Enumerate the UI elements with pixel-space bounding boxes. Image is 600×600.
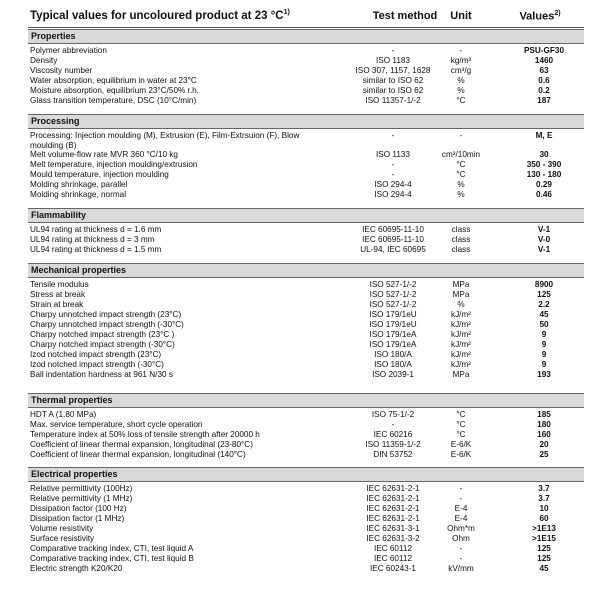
property-name: Water absorption, equilibrium in water at 23°C xyxy=(30,76,197,85)
property-name: Comparative tracking index, CTI, test liquid B xyxy=(30,554,194,563)
test-method: ISO 11357-1/-2 xyxy=(365,96,421,105)
table-row xyxy=(28,350,584,360)
property-name: Stress at break xyxy=(30,290,86,299)
unit: E-6/K xyxy=(450,440,472,449)
test-method: IEC 60112 xyxy=(373,544,413,553)
property-name: UL94 rating at thickness d = 1.5 mm xyxy=(30,245,162,254)
value: 1460 xyxy=(534,56,554,65)
table-row xyxy=(28,225,584,235)
unit: - xyxy=(459,494,463,503)
unit: - xyxy=(459,131,463,140)
unit: °C xyxy=(456,170,466,179)
value: 60 xyxy=(539,514,549,523)
unit: kg/m³ xyxy=(450,56,472,65)
test-method: - xyxy=(391,420,395,429)
table-row xyxy=(28,290,584,300)
property-name: Izod notched impact strength (-30°C) xyxy=(30,360,164,369)
table-row xyxy=(28,420,584,430)
table-row xyxy=(28,170,584,180)
table-row xyxy=(28,310,584,320)
table-header xyxy=(0,6,600,28)
property-name: Charpy notched impact strength (23°C ) xyxy=(30,330,175,339)
table-row xyxy=(28,180,584,190)
table-row xyxy=(28,320,584,330)
unit: % xyxy=(457,190,465,199)
value: 125 xyxy=(537,544,551,553)
table-row xyxy=(28,554,584,564)
table-row xyxy=(28,410,584,420)
property-name: Relative permittivity (100Hz) xyxy=(30,484,133,493)
section-heading: Thermal properties xyxy=(28,393,584,408)
table-row xyxy=(28,46,584,56)
header-divider xyxy=(28,27,584,28)
table-row xyxy=(28,66,584,76)
unit: °C xyxy=(456,420,466,429)
value: 125 xyxy=(537,290,551,299)
table-row xyxy=(28,150,584,160)
test-method: - xyxy=(391,131,395,140)
test-method: UL-94, IEC 60695 xyxy=(360,245,426,254)
unit: kJ/m² xyxy=(450,320,471,329)
value: 0.2 xyxy=(538,86,550,95)
table-row xyxy=(28,564,584,574)
header-test-method: Test method xyxy=(372,10,438,22)
value: 3.7 xyxy=(538,494,550,503)
header-values-text: Values xyxy=(519,10,555,23)
unit: class xyxy=(451,235,471,244)
table-row xyxy=(28,370,584,380)
header-property xyxy=(30,9,290,22)
unit: kJ/m² xyxy=(450,310,471,319)
unit: MPa xyxy=(452,280,470,289)
section-thermal-properties xyxy=(28,393,584,460)
test-method: ISO 179/1eU xyxy=(369,310,417,319)
property-name: Mould temperature, injection moulding xyxy=(30,170,169,179)
test-method: IEC 62631-2-1 xyxy=(366,484,420,493)
property-name: Volume resistivity xyxy=(30,524,94,533)
section-properties xyxy=(28,29,584,106)
unit: °C xyxy=(456,430,466,439)
property-name: Tensile modulus xyxy=(30,280,89,289)
value: M, E xyxy=(535,131,553,140)
unit: cm³/10min xyxy=(441,150,481,159)
test-method: IEC 60243-1 xyxy=(370,564,416,573)
value: V-1 xyxy=(537,225,551,234)
property-name: HDT A (1.80 MPa) xyxy=(30,410,97,419)
unit: - xyxy=(459,46,463,55)
property-name: UL94 rating at thickness d = 3 mm xyxy=(30,235,155,244)
unit: kJ/m² xyxy=(450,350,471,359)
property-name: Molding shrinkage, parallel xyxy=(30,180,128,189)
unit: % xyxy=(457,180,465,189)
unit: % xyxy=(457,76,465,85)
table-row xyxy=(28,360,584,370)
test-method: IEC 60216 xyxy=(373,430,413,439)
section-rows xyxy=(28,484,584,574)
section-rows xyxy=(28,280,584,380)
value: 0.6 xyxy=(538,76,550,85)
test-method: ISO 294-4 xyxy=(374,180,412,189)
value: 45 xyxy=(539,564,549,573)
value: 20 xyxy=(539,440,549,449)
table-row xyxy=(28,190,584,200)
property-name: Comparative tracking index, CTI, test liquid A xyxy=(30,544,194,553)
table-row xyxy=(28,524,584,534)
section-rows xyxy=(28,225,584,255)
table-row xyxy=(28,440,584,450)
value: 9 xyxy=(541,340,547,349)
value: 0.46 xyxy=(536,190,552,199)
property-name: Moisture absorption, equilibrium 23°C/50% r.h. xyxy=(30,86,199,95)
header-values xyxy=(500,10,580,23)
table-row xyxy=(28,330,584,340)
test-method: ISO 527-1/-2 xyxy=(369,280,417,289)
test-method: - xyxy=(391,170,395,179)
property-name: Coefficient of linear thermal expansion, longitudinal (140°C) xyxy=(30,450,246,459)
unit: - xyxy=(459,554,463,563)
test-method: IEC 62631-2-1 xyxy=(366,494,420,503)
test-method: ISO 2039-1 xyxy=(372,370,414,379)
header-unit: Unit xyxy=(450,10,472,22)
value: V-1 xyxy=(537,245,551,254)
test-method: ISO 527-1/-2 xyxy=(369,300,417,309)
table-row xyxy=(28,160,584,170)
test-method: IEC 62631-2-1 xyxy=(366,504,420,513)
table-row xyxy=(28,534,584,544)
section-processing xyxy=(28,114,584,200)
property-name: Polymer abbreviation xyxy=(30,46,107,55)
value: 160 xyxy=(537,430,551,439)
value: 9 xyxy=(541,350,547,359)
value: V-0 xyxy=(537,235,551,244)
property-name: Glass transition temperature, DSC (10°C/min) xyxy=(30,96,197,105)
test-method: IEC 60695-11-10 xyxy=(362,235,424,244)
test-method: similar to ISO 62 xyxy=(362,86,424,95)
property-name: Coefficient of linear thermal expansion, longitudinal (23-80°C) xyxy=(30,440,253,449)
unit: °C xyxy=(456,96,466,105)
property-name: Max. service temperature, short cycle operation xyxy=(30,420,203,429)
unit: E-4 xyxy=(454,504,468,513)
value: 9 xyxy=(541,360,547,369)
property-name: Izod notched impact strength (23°C) xyxy=(30,350,162,359)
property-name: Viscosity number xyxy=(30,66,93,75)
property-name: Surface resistivity xyxy=(30,534,95,543)
table-row xyxy=(28,96,584,106)
section-heading: Mechanical properties xyxy=(28,263,584,278)
value: 25 xyxy=(539,450,549,459)
test-method: IEC 62631-2-1 xyxy=(366,514,420,523)
section-flammability xyxy=(28,208,584,255)
value: 130 - 180 xyxy=(526,170,562,179)
test-method: ISO 294-4 xyxy=(374,190,412,199)
unit: Ohm xyxy=(452,534,470,543)
unit: MPa xyxy=(452,290,470,299)
value: 9 xyxy=(541,330,547,339)
value: 2.2 xyxy=(538,300,550,309)
property-name: Dissipation factor (1 MHz) xyxy=(30,514,125,523)
table-row xyxy=(28,300,584,310)
test-method: ISO 1133 xyxy=(376,150,410,159)
test-method: IEC 62631-3-2 xyxy=(366,534,420,543)
property-name: Relative permittivity (1 MHz) xyxy=(30,494,133,503)
test-method: DIN 53752 xyxy=(373,450,413,459)
test-method: similar to ISO 62 xyxy=(362,76,424,85)
unit: kJ/m² xyxy=(450,340,471,349)
property-name: Dissipation factor (100 Hz) xyxy=(30,504,127,513)
unit: °C xyxy=(456,160,466,169)
unit: % xyxy=(457,300,465,309)
header-property-text: Typical values for uncoloured product at 23 °C xyxy=(30,9,284,22)
test-method: ISO 179/1eU xyxy=(369,320,417,329)
table-row xyxy=(28,245,584,255)
test-method: ISO 11359-1/-2 xyxy=(365,440,421,449)
value: 50 xyxy=(539,320,549,329)
test-method: ISO 75-1/-2 xyxy=(371,410,415,419)
test-method: IEC 60695-11-10 xyxy=(362,225,424,234)
value: 180 xyxy=(537,420,551,429)
unit: class xyxy=(451,225,471,234)
table-row xyxy=(28,484,584,494)
value: 10 xyxy=(539,504,549,513)
value: >1E15 xyxy=(532,534,556,543)
property-name: Melt temperature, injection moulding/extrusion xyxy=(30,160,198,169)
value: 193 xyxy=(537,370,551,379)
test-method: ISO 180/A xyxy=(374,360,412,369)
table-row xyxy=(28,56,584,66)
value: 185 xyxy=(537,410,551,419)
section-heading: Processing xyxy=(28,114,584,129)
section-rows xyxy=(28,410,584,460)
value: 3.7 xyxy=(538,484,550,493)
table-row xyxy=(28,340,584,350)
value: PSU-GF30 xyxy=(523,46,565,55)
value: 8900 xyxy=(534,280,554,289)
test-method: ISO 1183 xyxy=(376,56,410,65)
unit: E-6/K xyxy=(450,450,472,459)
table-row xyxy=(28,280,584,290)
section-heading: Electrical properties xyxy=(28,467,584,482)
table-row xyxy=(28,450,584,460)
unit: % xyxy=(457,86,465,95)
test-method: ISO 307, 1157, 1628 xyxy=(355,66,431,75)
value: 30 xyxy=(539,150,549,159)
unit: kJ/m² xyxy=(450,330,471,339)
value: 187 xyxy=(537,96,551,105)
property-name: Electric strength K20/K20 xyxy=(30,564,123,573)
property-name: Charpy notched impact strength (-30°C) xyxy=(30,340,175,349)
test-method: ISO 527-1/-2 xyxy=(369,290,417,299)
unit: kJ/m² xyxy=(450,360,471,369)
test-method: - xyxy=(391,160,395,169)
section-electrical-properties xyxy=(28,467,584,574)
property-name: Melt volume-flow rate MVR 360 °C/10 kg xyxy=(30,150,178,159)
table-row xyxy=(28,86,584,96)
table-row xyxy=(28,76,584,86)
value: 0.29 xyxy=(536,180,552,189)
test-method: ISO 179/1eA xyxy=(369,340,417,349)
test-method: - xyxy=(391,46,395,55)
section-mechanical-properties xyxy=(28,263,584,380)
test-method: ISO 179/1eA xyxy=(369,330,417,339)
table-row xyxy=(28,514,584,524)
property-name: UL94 rating at thickness d = 1.6 mm xyxy=(30,225,162,234)
section-rows xyxy=(28,46,584,106)
section-heading: Flammability xyxy=(28,208,584,223)
table-row xyxy=(28,235,584,245)
property-name: Molding shrinkage, normal xyxy=(30,190,127,199)
table-row xyxy=(28,544,584,554)
header-property-footnote: 1) xyxy=(283,9,290,16)
unit: cm³/g xyxy=(450,66,472,75)
value: 350 - 390 xyxy=(526,160,562,169)
unit: °C xyxy=(456,410,466,419)
unit: E-4 xyxy=(454,514,468,523)
value: >1E13 xyxy=(532,524,556,533)
property-name: Ball indentation hardness at 961 N/30 s xyxy=(30,370,173,379)
value: 125 xyxy=(537,554,551,563)
value: 63 xyxy=(539,66,549,75)
property-name: Charpy unnotched impact strength (23°C) xyxy=(30,310,182,319)
unit: Ohm*m xyxy=(447,524,475,533)
table-row xyxy=(28,494,584,504)
test-method: IEC 62631-3-1 xyxy=(366,524,420,533)
property-name: Charpy unnotched impact strength (-30°C) xyxy=(30,320,184,329)
section-rows xyxy=(28,131,584,200)
property-name: Strain at break xyxy=(30,300,84,309)
test-method: IEC 60112 xyxy=(373,554,413,563)
unit: MPa xyxy=(452,370,470,379)
unit: kV/mm xyxy=(448,564,474,573)
unit: - xyxy=(459,484,463,493)
section-heading: Properties xyxy=(28,29,584,44)
header-values-footnote: 2) xyxy=(554,10,561,17)
property-name: Density xyxy=(30,56,58,65)
test-method: ISO 180/A xyxy=(374,350,412,359)
value: 45 xyxy=(539,310,549,319)
unit: - xyxy=(459,544,463,553)
unit: class xyxy=(451,245,471,254)
property-name: Processing: Injection moulding (M), Extrusion (E), Film-Extrsuion (F), Blow moulding (B) xyxy=(30,131,300,150)
table-row xyxy=(28,131,584,150)
table-row xyxy=(28,504,584,514)
table-row xyxy=(28,430,584,440)
property-name: Temperature index at 50% loss of tensile strength after 20000 h xyxy=(30,430,260,439)
